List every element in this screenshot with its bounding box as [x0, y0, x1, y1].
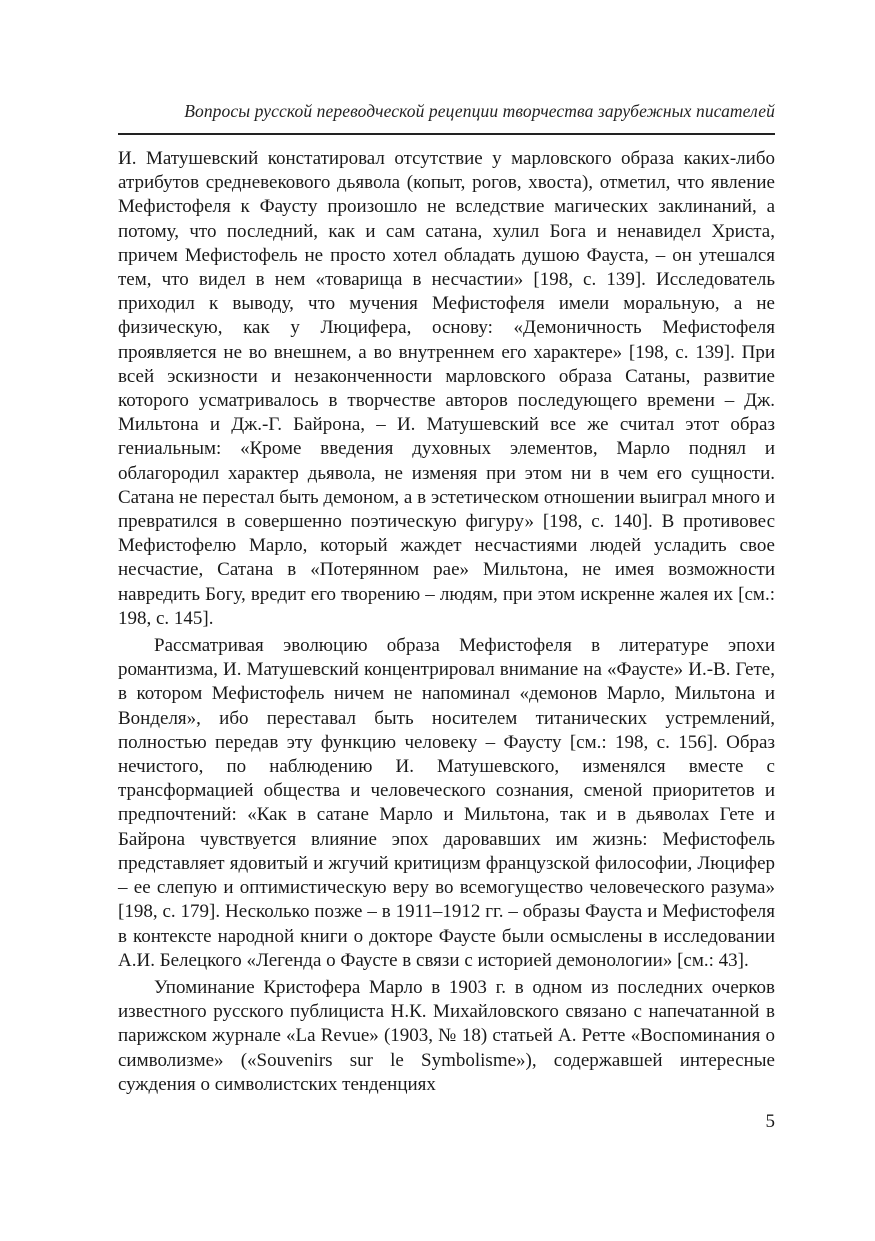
body-text: [118, 147, 775, 1097]
paragraph-3: Упоминание Кристофера Марло в 1903 г. в одном из последних очерков известного русского публициста Н.К. Михайловского связано с напечатанной в парижском журнале «La Revue» (1903, № 18) статьей А. Ретте «Воспоминания о символизме» («Souvenirs sur le Symbolisme»), содержавшей интересные суждения о символистских тенденциях: [118, 976, 775, 1095]
page-number: 5: [765, 1111, 775, 1132]
paragraph-1: И. Матушевский констатировал отсутствие у марловского образа каких-либо атрибутов средневекового дьявола (копыт, рогов, хвоста), отметил, что явление Мефистофеля к Фаусту произошло не вследствие магических заклинаний, а потому, что последний, как и сам сатана, хулил Бога и ненавидел Христа, причем Мефистофель не просто хотел обладать душою Фауста, – он утешался тем, что видел в нем «товарища в несчастии» [198, с. 139]. Исследователь приходил к выводу, что мучения Мефистофеля имели моральную, а не физическую, как у Люцифера, основу: «Демоничность Мефистофеля проявляется не во внешнем, а во внутреннем его характере» [198, с. 139]. При всей эскизности и незаконченности марловского образа Сатаны, развитие которого усматривалось в творчестве авторов последующего времени – Дж. Мильтона и Дж.-Г. Байрона, – И. Матушевский все же считал этот образ гениальным: «Кроме введения духовных элементов, Марло поднял и облагородил характер дьявола, не изменяя при этом ни в чем его сущности. Сатана не перестал быть демоном, а в эстетическом отношении выиграл много и превратился в совершенно поэтическую фигуру» [198, с. 140]. В противовес Мефистофелю Марло, который жаждет несчастиями людей усладить свое несчастие, Сатана в «Потерянном рае» Мильтона, не имея возможности навредить Богу, вредит его творению – людям, при этом искренне жалея их [см.: 198, с. 145].: [118, 148, 775, 629]
running-header: Вопросы русской переводческой рецепции творчества зарубежных писателей: [184, 101, 775, 121]
paragraph-2: Рассматривая эволюцию образа Мефистофеля в литературе эпохи романтизма, И. Матушевский концентрировал внимание на «Фаусте» И.-В. Гете, в котором Мефистофель ничем не напоминал «демонов Марло, Мильтона и Вонделя», ибо переставал быть носителем титанических устремлений, полностью передав эту функцию человеку – Фаусту [см.: 198, с. 156]. Образ нечистого, по наблюдению И. Матушевского, изменялся вместе с трансформацией общества и человеческого сознания, сменой приоритетов и предпочтений: «Как в сатане Марло и Мильтона, так и в дьяволах Гете и Байрона чувствуется влияние эпох даровавших им жизнь: Мефистофель представляет ядовитый и жгучий критицизм французской философии, Люцифер – ее слепую и оптимистическую веру во всемогущество человеческого разума» [198, с. 179]. Несколько позже – в 1911–1912 гг. – образы Фауста и Мефистофеля в контексте народной книги о докторе Фаусте были осмыслены в исследовании А.И. Белецкого «Легенда о Фаусте в связи с историей демонологии» [см.: 43].: [118, 635, 775, 971]
header-rule: [118, 133, 775, 135]
